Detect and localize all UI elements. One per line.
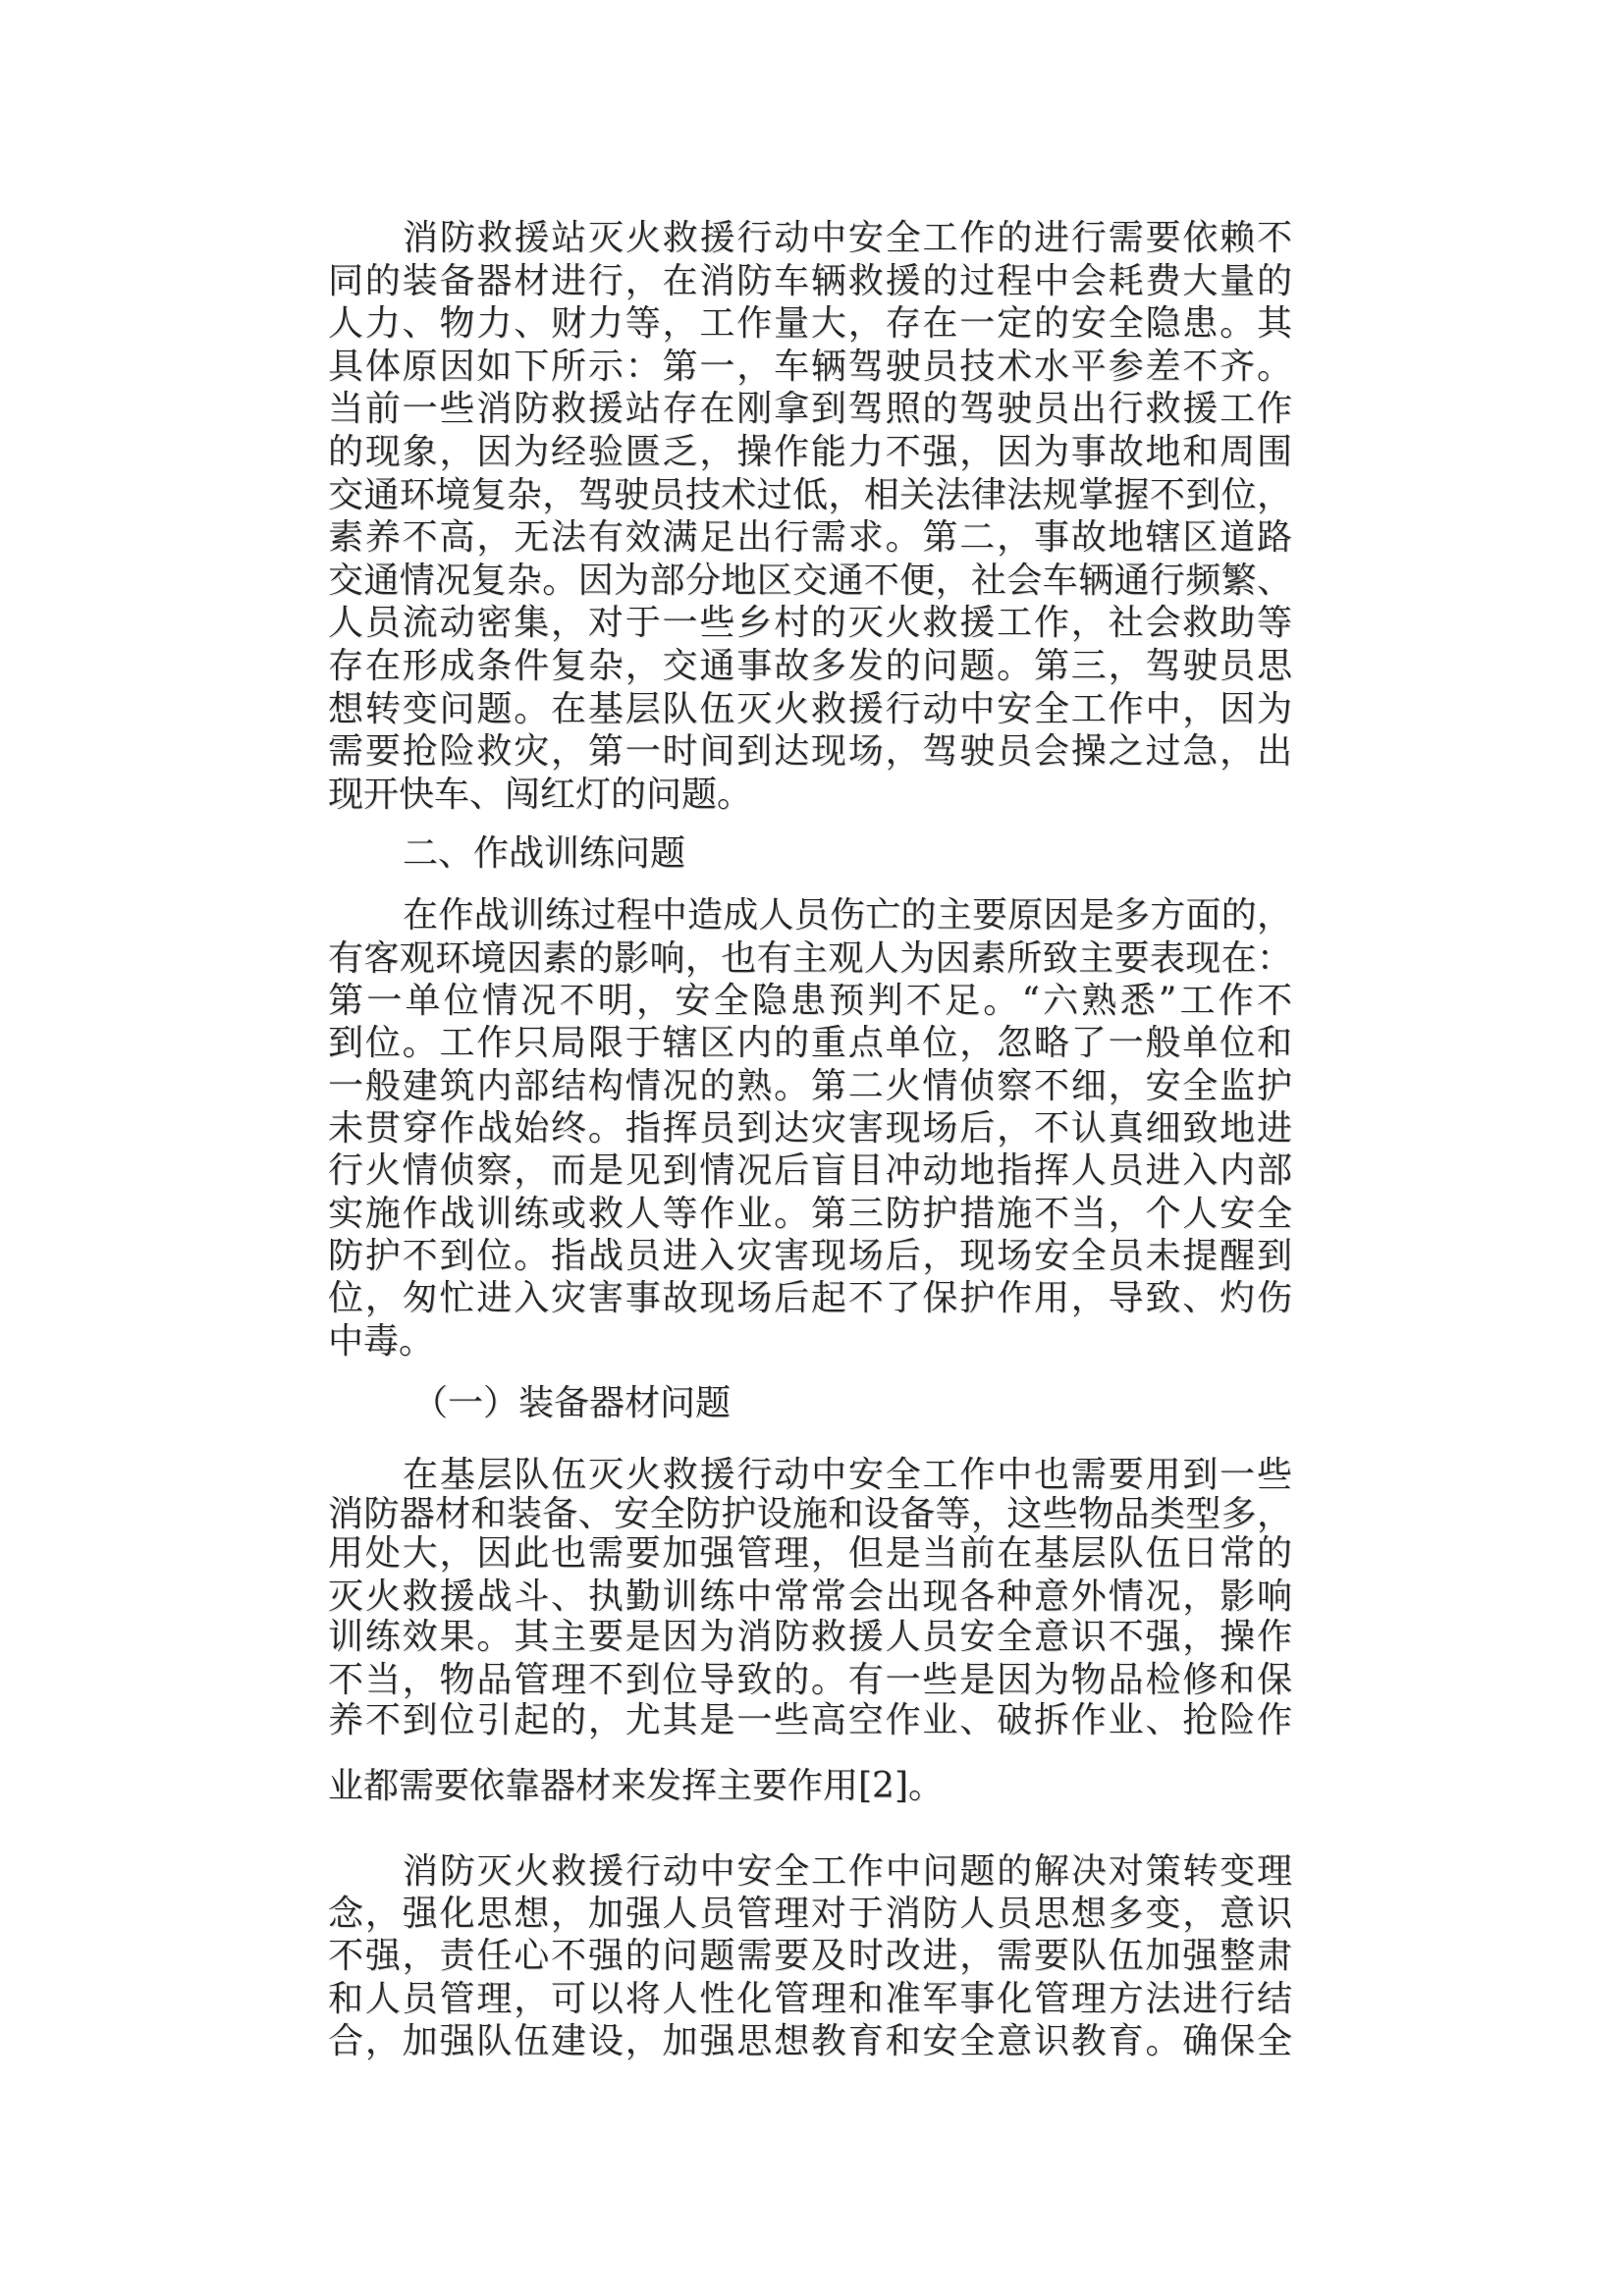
paragraph-line: 和人员管理，可以将人性化管理和准军事化管理方法进行结 [328, 1979, 1292, 2019]
paragraph-line: 同的装备器材进行，在消防车辆救援的过程中会耗费大量的 [328, 261, 1292, 301]
paragraph-line: 交通环境复杂，驾驶员技术过低，相关法律法规掌握不到位， [328, 475, 1292, 515]
paragraph-line: 消防器材和装备、安全防护设施和设备等，这些物品类型多， [328, 1494, 1292, 1534]
paragraph-line: 在基层队伍灭火救援行动中安全工作中也需要用到一些 [403, 1455, 1292, 1495]
paragraph-line: 训练效果。其主要是因为消防救援人员安全意识不强，操作 [328, 1617, 1292, 1657]
paragraph-line: 位，匆忙进入灾害事故现场后起不了保护作用，导致、灼伤 [328, 1278, 1292, 1318]
paragraph-line: 一般建筑内部结构情况的熟。第二火情侦察不细，安全监护 [328, 1066, 1292, 1106]
paragraph-line: 实施作战训练或救人等作业。第三防护措施不当，个人安全 [328, 1194, 1292, 1234]
paragraph-line: 在作战训练过程中造成人员伤亡的主要原因是多方面的， [403, 895, 1292, 935]
paragraph-line: 想转变问题。在基层队伍灭火救援行动中安全工作中，因为 [328, 689, 1292, 729]
paragraph-line: 不强，责任心不强的问题需要及时改进，需要队伍加强整肃 [328, 1936, 1292, 1976]
heading-text: 二、作战训练问题 [403, 833, 686, 874]
paragraph-line: 有客观环境因素的影响，也有主观人为因素所致主要表现在： [328, 938, 1292, 979]
paragraph-line: 具体原因如下所示：第一，车辆驾驶员技术水平参差不齐。 [328, 347, 1292, 387]
paragraph-line: 用处大，因此也需要加强管理，但是当前在基层队伍日常的 [328, 1533, 1292, 1574]
paragraph-line: 消防救援站灭火救援行动中安全工作的进行需要依赖不 [403, 218, 1292, 258]
paragraph-line: 现开快车、闯红灯的问题。 [328, 774, 753, 815]
paragraph-line: 养不到位引起的，尤其是一些高空作业、破拆作业、抢险作 [328, 1700, 1292, 1740]
heading-text: （一）装备器材问题 [412, 1383, 731, 1423]
paragraph-line: 中毒。 [328, 1321, 435, 1362]
paragraph-line: 消防灭火救援行动中安全工作中问题的解决对策转变理 [403, 1851, 1292, 1892]
paragraph-line: 素养不高，无法有效满足出行需求。第二，事故地辖区道路 [328, 517, 1292, 558]
paragraph-line: 合，加强队伍建设，加强思想教育和安全意识教育。确保全 [328, 2021, 1292, 2061]
paragraph-line: 不当，物品管理不到位导致的。有一些是因为物品检修和保 [328, 1660, 1292, 1700]
paragraph-line: 灭火救援战斗、执勤训练中常常会出现各种意外情况，影响 [328, 1576, 1292, 1617]
paragraph-line: 的现象，因为经验匮乏，操作能力不强，因为事故地和周围 [328, 432, 1292, 472]
paragraph-line: 第一单位情况不明，安全隐患预判不足。“六熟悉”工作不 [328, 981, 1292, 1021]
paragraph-line: 防护不到位。指战员进入灾害现场后，现场安全员未提醒到 [328, 1236, 1292, 1276]
paragraph-line: 业都需要依靠器材来发挥主要作用[2]。 [328, 1766, 944, 1806]
paragraph-line: 行火情侦察，而是见到情况后盲目冲动地指挥人员进入内部 [328, 1150, 1292, 1191]
paragraph-line: 未贯穿作战始终。指挥员到达灾害现场后，不认真细致地进 [328, 1108, 1292, 1148]
paragraph-line: 人员流动密集，对于一些乡村的灭火救援工作，社会救助等 [328, 603, 1292, 643]
paragraph-line: 念，强化思想，加强人员管理对于消防人员思想多变，意识 [328, 1894, 1292, 1934]
paragraph-line: 到位。工作只局限于辖区内的重点单位，忽略了一般单位和 [328, 1023, 1292, 1063]
paragraph-line: 当前一些消防救援站存在刚拿到驾照的驾驶员出行救援工作 [328, 389, 1292, 429]
paragraph-line: 需要抢险救灾，第一时间到达现场，驾驶员会操之过急，出 [328, 731, 1292, 772]
paragraph-line: 交通情况复杂。因为部分地区交通不便，社会车辆通行频繁、 [328, 561, 1292, 601]
paragraph-line: 人力、物力、财力等，工作量大，存在一定的安全隐患。其 [328, 303, 1292, 344]
paragraph-line: 存在形成条件复杂，交通事故多发的问题。第三，驾驶员思 [328, 646, 1292, 686]
